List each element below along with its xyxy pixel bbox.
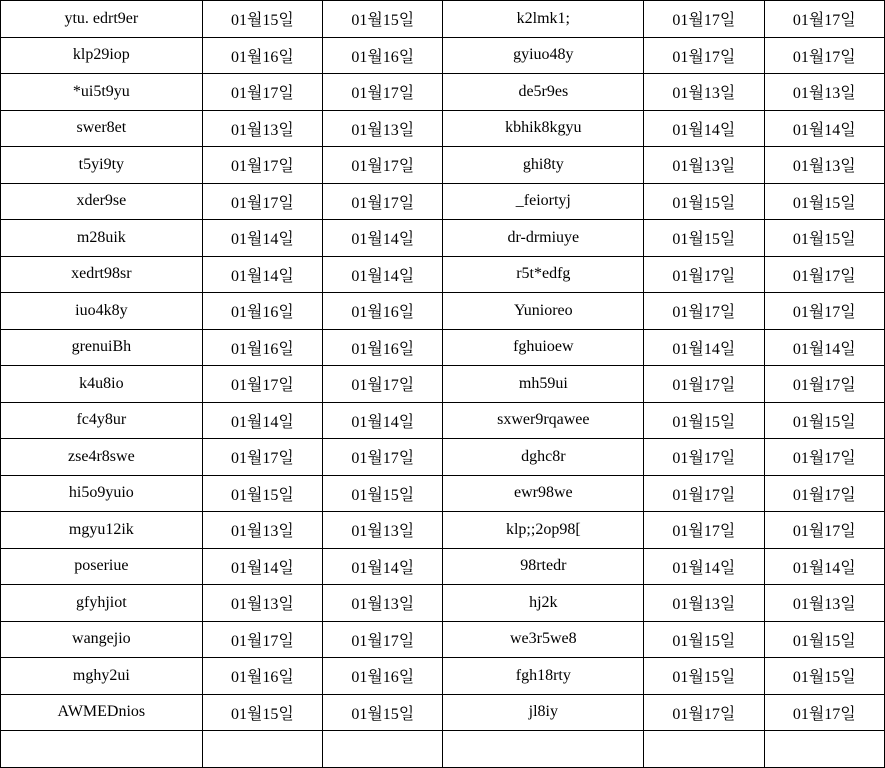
cell-name_left: mgyu12ik xyxy=(1,512,203,549)
cell-date_left_2: 01월16일 xyxy=(323,329,443,366)
cell-date_left_1: 01월14일 xyxy=(202,256,322,293)
cell-date_left_2: 01월15일 xyxy=(323,1,443,38)
cell-date_right_2: 01월13일 xyxy=(764,74,884,111)
table-row xyxy=(1,731,885,768)
cell-date_right_1: 01월17일 xyxy=(644,475,764,512)
cell-date_right_2: 01월15일 xyxy=(764,621,884,658)
cell-name_left xyxy=(1,731,203,768)
table-row xyxy=(1,366,885,403)
cell-date_left_2: 01월17일 xyxy=(323,621,443,658)
cell-date_right_1: 01월14일 xyxy=(644,110,764,147)
cell-date_right_1: 01월15일 xyxy=(644,183,764,220)
cell-name_right: r5t*edfg xyxy=(443,256,644,293)
cell-date_left_1: 01월17일 xyxy=(202,183,322,220)
cell-date_left_2: 01월14일 xyxy=(323,256,443,293)
cell-date_right_1: 01월17일 xyxy=(644,366,764,403)
cell-date_right_1: 01월13일 xyxy=(644,147,764,184)
cell-name_left: klp29iop xyxy=(1,37,203,74)
cell-date_right_2: 01월13일 xyxy=(764,585,884,622)
cell-date_right_1: 01월15일 xyxy=(644,402,764,439)
cell-date_right_1: 01월14일 xyxy=(644,548,764,585)
cell-name_left: *ui5t9yu xyxy=(1,74,203,111)
cell-date_right_2: 01월15일 xyxy=(764,402,884,439)
cell-date_right_1: 01월17일 xyxy=(644,37,764,74)
cell-date_left_1: 01월17일 xyxy=(202,621,322,658)
cell-name_right: k2lmk1; xyxy=(443,1,644,38)
cell-date_left_2: 01월17일 xyxy=(323,183,443,220)
cell-name_left: zse4r8swe xyxy=(1,439,203,476)
cell-date_left_1: 01월16일 xyxy=(202,329,322,366)
cell-date_left_2: 01월16일 xyxy=(323,37,443,74)
cell-date_right_2: 01월17일 xyxy=(764,37,884,74)
cell-date_left_1: 01월14일 xyxy=(202,402,322,439)
cell-date_left_1: 01월16일 xyxy=(202,37,322,74)
cell-name_right: de5r9es xyxy=(443,74,644,111)
cell-name_left: iuo4k8y xyxy=(1,293,203,330)
cell-date_right_1: 01월15일 xyxy=(644,621,764,658)
cell-date_right_2: 01월15일 xyxy=(764,658,884,695)
cell-date_left_1: 01월15일 xyxy=(202,475,322,512)
cell-date_right_2: 01월17일 xyxy=(764,512,884,549)
cell-date_left_2: 01월15일 xyxy=(323,475,443,512)
table-row xyxy=(1,220,885,257)
cell-name_left: hi5o9yuio xyxy=(1,475,203,512)
cell-date_right_2 xyxy=(764,731,884,768)
cell-date_right_1: 01월13일 xyxy=(644,585,764,622)
cell-date_right_1: 01월15일 xyxy=(644,658,764,695)
cell-date_left_2: 01월17일 xyxy=(323,366,443,403)
cell-name_left: fc4y8ur xyxy=(1,402,203,439)
cell-date_left_2: 01월14일 xyxy=(323,548,443,585)
cell-name_right: _feiortyj xyxy=(443,183,644,220)
cell-date_right_2: 01월15일 xyxy=(764,220,884,257)
table-row xyxy=(1,256,885,293)
cell-date_left_2: 01월16일 xyxy=(323,293,443,330)
table-row xyxy=(1,512,885,549)
table-row xyxy=(1,585,885,622)
cell-date_right_1 xyxy=(644,731,764,768)
cell-date_right_1: 01월17일 xyxy=(644,439,764,476)
cell-date_right_2: 01월15일 xyxy=(764,183,884,220)
cell-date_left_1: 01월15일 xyxy=(202,1,322,38)
table-row xyxy=(1,694,885,731)
table-row xyxy=(1,74,885,111)
cell-date_right_2: 01월13일 xyxy=(764,147,884,184)
cell-name_right: mh59ui xyxy=(443,366,644,403)
cell-name_left: xder9se xyxy=(1,183,203,220)
cell-name_right: hj2k xyxy=(443,585,644,622)
cell-date_right_1: 01월14일 xyxy=(644,329,764,366)
cell-date_right_2: 01월17일 xyxy=(764,475,884,512)
cell-name_left: wangejio xyxy=(1,621,203,658)
cell-date_left_2: 01월15일 xyxy=(323,694,443,731)
cell-date_left_1 xyxy=(202,731,322,768)
cell-date_right_1: 01월17일 xyxy=(644,293,764,330)
cell-date_left_2: 01월17일 xyxy=(323,74,443,111)
table-row xyxy=(1,402,885,439)
cell-date_right_1: 01월13일 xyxy=(644,74,764,111)
cell-date_left_2: 01월13일 xyxy=(323,110,443,147)
table-row xyxy=(1,658,885,695)
cell-date_left_1: 01월14일 xyxy=(202,220,322,257)
table-row xyxy=(1,37,885,74)
cell-name_left: grenuiBh xyxy=(1,329,203,366)
cell-date_left_1: 01월17일 xyxy=(202,366,322,403)
cell-date_right_2: 01월17일 xyxy=(764,1,884,38)
cell-name_right: klp;;2op98[ xyxy=(443,512,644,549)
cell-date_right_2: 01월14일 xyxy=(764,548,884,585)
cell-name_right xyxy=(443,731,644,768)
cell-name_left: ytu. edrt9er xyxy=(1,1,203,38)
cell-name_right: we3r5we8 xyxy=(443,621,644,658)
cell-date_left_2: 01월17일 xyxy=(323,147,443,184)
cell-date_left_1: 01월13일 xyxy=(202,585,322,622)
cell-date_right_2: 01월17일 xyxy=(764,293,884,330)
cell-name_left: m28uik xyxy=(1,220,203,257)
cell-date_right_2: 01월14일 xyxy=(764,110,884,147)
cell-date_left_1: 01월17일 xyxy=(202,74,322,111)
cell-name_right: sxwer9rqawee xyxy=(443,402,644,439)
cell-date_right_1: 01월17일 xyxy=(644,512,764,549)
cell-name_right: dghc8r xyxy=(443,439,644,476)
cell-name_right: gyiuo48y xyxy=(443,37,644,74)
cell-date_left_2: 01월14일 xyxy=(323,402,443,439)
cell-name_right: Yunioreo xyxy=(443,293,644,330)
cell-name_left: gfyhjiot xyxy=(1,585,203,622)
cell-date_right_1: 01월17일 xyxy=(644,694,764,731)
cell-name_left: poseriue xyxy=(1,548,203,585)
cell-name_right: ewr98we xyxy=(443,475,644,512)
cell-name_left: t5yi9ty xyxy=(1,147,203,184)
cell-name_right: fgh18rty xyxy=(443,658,644,695)
cell-date_left_2: 01월14일 xyxy=(323,220,443,257)
cell-date_right_2: 01월17일 xyxy=(764,439,884,476)
cell-name_left: xedrt98sr xyxy=(1,256,203,293)
cell-date_right_2: 01월17일 xyxy=(764,694,884,731)
cell-name_left: AWMEDnios xyxy=(1,694,203,731)
cell-date_left_2: 01월17일 xyxy=(323,439,443,476)
cell-name_left: k4u8io xyxy=(1,366,203,403)
cell-date_right_2: 01월17일 xyxy=(764,256,884,293)
cell-name_right: 98rtedr xyxy=(443,548,644,585)
cell-date_left_1: 01월17일 xyxy=(202,439,322,476)
cell-date_left_1: 01월16일 xyxy=(202,658,322,695)
table-row xyxy=(1,183,885,220)
table-row xyxy=(1,621,885,658)
cell-date_left_1: 01월14일 xyxy=(202,548,322,585)
table-row xyxy=(1,110,885,147)
cell-date_left_1: 01월13일 xyxy=(202,110,322,147)
cell-name_right: jl8iy xyxy=(443,694,644,731)
table-row xyxy=(1,1,885,38)
cell-date_left_1: 01월17일 xyxy=(202,147,322,184)
table-row xyxy=(1,439,885,476)
cell-date_right_2: 01월14일 xyxy=(764,329,884,366)
cell-date_left_2 xyxy=(323,731,443,768)
cell-name_right: fghuioew xyxy=(443,329,644,366)
table-row xyxy=(1,548,885,585)
cell-date_left_2: 01월13일 xyxy=(323,585,443,622)
cell-date_left_2: 01월16일 xyxy=(323,658,443,695)
table-body xyxy=(1,1,885,768)
cell-date_left_1: 01월15일 xyxy=(202,694,322,731)
cell-date_right_1: 01월17일 xyxy=(644,1,764,38)
table-row xyxy=(1,293,885,330)
cell-name_left: mghy2ui xyxy=(1,658,203,695)
cell-date_left_1: 01월13일 xyxy=(202,512,322,549)
cell-date_left_1: 01월16일 xyxy=(202,293,322,330)
cell-date_right_2: 01월17일 xyxy=(764,366,884,403)
cell-name_right: dr-drmiuye xyxy=(443,220,644,257)
cell-name_left: swer8et xyxy=(1,110,203,147)
table-row xyxy=(1,329,885,366)
table-row xyxy=(1,147,885,184)
cell-date_right_1: 01월17일 xyxy=(644,256,764,293)
cell-date_left_2: 01월13일 xyxy=(323,512,443,549)
table-row xyxy=(1,475,885,512)
cell-date_right_1: 01월15일 xyxy=(644,220,764,257)
cell-name_right: ghi8ty xyxy=(443,147,644,184)
cell-name_right: kbhik8kgyu xyxy=(443,110,644,147)
